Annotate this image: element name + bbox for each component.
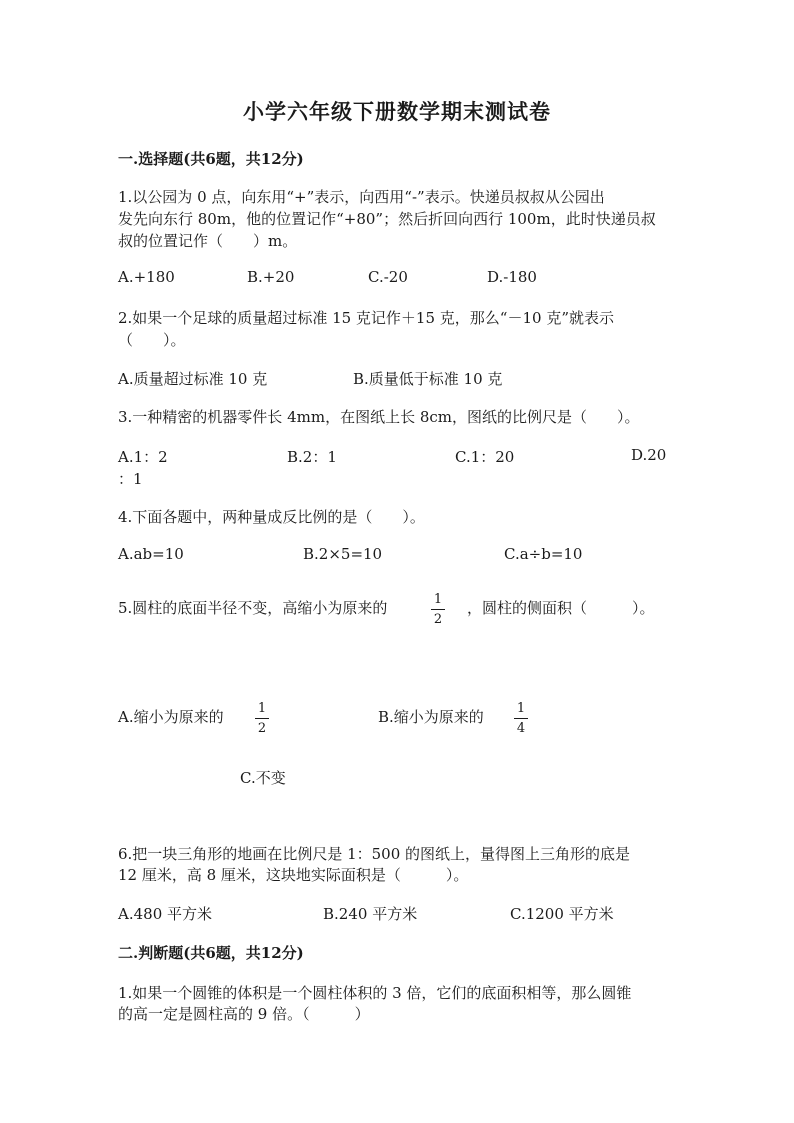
- section-heading-judge: 二.判断题(共6题，共12分): [118, 944, 304, 962]
- question-5-option-c[interactable]: C.不变: [240, 769, 286, 787]
- question-1-option-c[interactable]: C.-20: [368, 268, 408, 286]
- question-4-option-b[interactable]: B.2×5=10: [303, 545, 383, 563]
- section-heading-choice: 一.选择题(共6题，共12分): [118, 150, 304, 168]
- question-6-option-b[interactable]: B.240 平方米: [323, 905, 418, 923]
- judge-1-line-1: 1.如果一个圆锥的体积是一个圆柱体积的 3 倍，它们的底面积相等，那么圆锥: [118, 984, 632, 1002]
- question-2-line-2: （ ）。: [118, 331, 186, 349]
- question-6-line-2: 12 厘米，高 8 厘米，这块地实际面积是（ ）。: [118, 866, 469, 884]
- question-5-option-a-fraction: [255, 702, 269, 735]
- question-3-option-c[interactable]: C.1：20: [455, 448, 515, 466]
- question-1-line-2: 发先向东行 80m，他的位置记作“+80”；然后折回向西行 100m，此时快递员叔: [118, 210, 656, 228]
- fraction-denominator: 4: [516, 721, 526, 736]
- question-5-option-b-fraction: [514, 702, 528, 735]
- question-6-line-1: 6.把一块三角形的地画在比例尺是 1：500 的图纸上，量得图上三角形的底是: [118, 845, 631, 863]
- question-1-option-d[interactable]: D.-180: [487, 268, 537, 286]
- fraction-numerator: 1: [516, 701, 526, 716]
- question-1-line-1: 1.以公园为 0 点，向东用“+”表示，向西用“-”表示。快递员叔叔从公园出: [118, 188, 605, 206]
- fraction-numerator: 1: [257, 701, 267, 716]
- question-5-text-after: ，圆柱的侧面积（ ）。: [467, 599, 655, 617]
- question-3-option-d-wrap: ：1: [118, 470, 143, 488]
- question-3-option-a[interactable]: A.1：2: [118, 448, 168, 466]
- fraction-bar: [255, 718, 269, 719]
- fraction-bar: [431, 609, 445, 610]
- question-1-line-3: 叔的位置记作（ ）m。: [118, 232, 298, 250]
- question-4-option-a[interactable]: A.ab=10: [118, 545, 184, 563]
- judge-1-line-2: 的高一定是圆柱高的 9 倍。（ ）: [118, 1005, 370, 1023]
- fraction-numerator: 1: [433, 592, 443, 607]
- question-1-option-b[interactable]: B.+20: [247, 268, 295, 286]
- fraction-denominator: 2: [433, 612, 443, 627]
- question-4-line-1: 4.下面各题中，两种量成反比例的是（ ）。: [118, 508, 425, 526]
- question-6-option-a[interactable]: A.480 平方米: [118, 905, 212, 923]
- question-5-option-a[interactable]: A.缩小为原来的: [118, 708, 224, 726]
- question-3-option-b[interactable]: B.2：1: [287, 448, 337, 466]
- question-1-option-a[interactable]: A.+180: [118, 268, 175, 286]
- fraction-denominator: 2: [257, 721, 267, 736]
- question-6-option-c[interactable]: C.1200 平方米: [510, 905, 614, 923]
- question-2-line-1: 2.如果一个足球的质量超过标准 15 克记作＋15 克，那么“－10 克”就表示: [118, 309, 614, 327]
- fraction-bar: [514, 718, 528, 719]
- page-title: 小学六年级下册数学期末测试卷: [243, 99, 551, 124]
- question-3-line-1: 3.一种精密的机器零件长 4mm，在图纸上长 8cm，图纸的比例尺是（ ）。: [118, 408, 640, 426]
- question-5-option-b[interactable]: B.缩小为原来的: [378, 708, 484, 726]
- question-5-fraction: [431, 593, 445, 626]
- question-4-option-c[interactable]: C.a÷b=10: [504, 545, 583, 563]
- question-3-option-d[interactable]: D.20: [631, 446, 667, 464]
- question-5-text-before: 5.圆柱的底面半径不变，高缩小为原来的: [118, 599, 388, 617]
- question-2-option-b[interactable]: B.质量低于标准 10 克: [353, 370, 503, 388]
- question-2-option-a[interactable]: A.质量超过标准 10 克: [118, 370, 268, 388]
